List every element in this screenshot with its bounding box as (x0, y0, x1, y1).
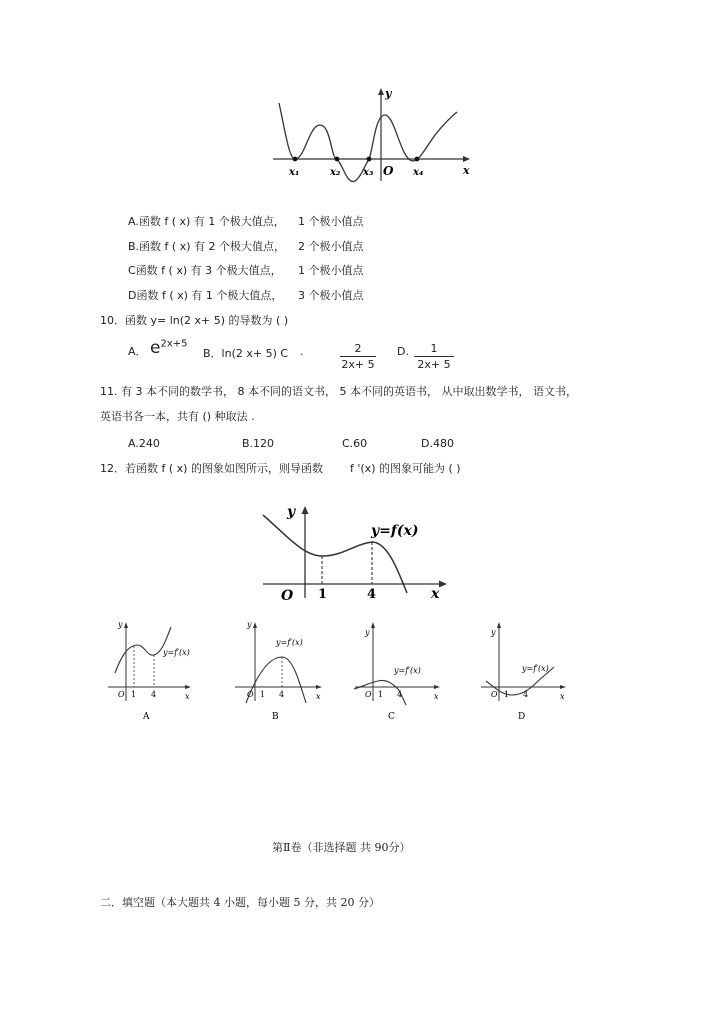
graph-four-roots (265, 85, 475, 185)
q12-stem-a: 12．若函数 f ( x) 的图象如图所示，则导函数 (100, 462, 323, 475)
option-text: 函数 f ( x) 有 3 个极大值点， (135, 264, 282, 277)
part-2-heading: 二．填空题（本大题共 4 小题，每小题 5 分，共 20 分） (100, 896, 380, 909)
x-axis-arrow (434, 685, 440, 689)
x-axis-label: x (463, 164, 470, 177)
x-axis-arrow (316, 685, 322, 689)
y-axis-arrow (497, 622, 501, 628)
x-axis-arrow (185, 685, 191, 689)
tick-label: 4 (279, 690, 285, 699)
denominator: 2x+ 5 (417, 358, 451, 371)
fraction-bar (414, 356, 454, 357)
q9-option-b-extra: 2 个极小值点 (298, 240, 364, 253)
tick-label: 1 (378, 690, 384, 699)
q11-option-b: B.120 (242, 437, 275, 450)
denominator: 2x+ 5 (341, 358, 375, 371)
x-axis-arrow (439, 581, 447, 588)
q11-option-a: A.240 (128, 437, 160, 450)
q9-option-b (128, 238, 285, 254)
x-axis-label: x (560, 692, 565, 701)
fraction-bar (340, 356, 376, 357)
y-axis-arrow (378, 88, 384, 95)
option-text: 函数 f ( x) 有 1 个极大值点， (136, 289, 283, 302)
y-axis-label: y (365, 628, 370, 637)
y-axis-arrow (253, 622, 257, 628)
graph-f-main (255, 498, 455, 608)
q9-option-d-extra: 3 个极小值点 (298, 289, 364, 302)
curve-label: y=f′(x) (276, 638, 303, 647)
origin-label: O (383, 164, 394, 178)
q10-stem: 10．函数 y= ln(2 x+ 5) 的导数为 ( ) (100, 314, 289, 327)
root-label: x₄ (413, 167, 424, 178)
root-point (293, 157, 298, 162)
x-axis-label: x (316, 692, 321, 701)
option-letter: A. (128, 215, 139, 228)
exp-power: 2x+5 (160, 338, 188, 350)
y-axis-label: y (385, 87, 392, 100)
option-letter: C (128, 264, 136, 277)
tick-label: 4 (151, 690, 157, 699)
section-2-heading: 第Ⅱ卷（非选择题 共 90分） (272, 841, 411, 854)
q9-option-a (128, 213, 285, 229)
curve-label: y=f(x) (371, 523, 419, 539)
numerator: 1 (430, 342, 438, 355)
y-axis-label: y (491, 628, 496, 637)
x-axis-label: x (431, 586, 440, 602)
origin-label: O (281, 588, 294, 604)
numerator: 2 (354, 342, 362, 355)
root-point (335, 157, 340, 162)
tick-label: 4 (367, 587, 377, 602)
q10-option-c-dot: . (300, 345, 304, 358)
origin-label: O (365, 690, 372, 699)
q10-option-b: B．ln(2 x+ 5) C (203, 347, 289, 360)
y-axis-label: y (287, 504, 296, 520)
root-label: x₃ (363, 167, 374, 178)
choice-c-graph (352, 617, 447, 725)
q10-option-d-fraction (414, 342, 454, 371)
q9-option-c (128, 262, 282, 278)
root-label: x₁ (289, 167, 300, 178)
option-text: 函数 f ( x) 有 2 个极大值点， (139, 240, 285, 253)
exp-base: e (150, 338, 161, 358)
q10-option-a-math (150, 338, 188, 358)
option-letter: B. (128, 240, 140, 253)
q11-stem-line2: 英语书各一本，共有 () 种取法 . (100, 410, 255, 423)
x-axis-arrow (463, 156, 470, 162)
y-axis-label: y (247, 620, 252, 629)
choice-letter: A (143, 712, 150, 722)
q11-stem-line1: 11. 有 3 本不同的数学书， 8 本不同的语文书， 5 本不同的英语书， 从中取出数学书， 语文书， (100, 385, 577, 398)
curve-label: y=f′(x) (522, 664, 549, 673)
option-letter: D (128, 289, 137, 302)
q9-option-a-extra: 1 个极小值点 (298, 215, 364, 228)
q9-option-d (128, 287, 282, 303)
root-label: x₂ (330, 167, 341, 178)
curve-label: y=f′(x) (163, 648, 190, 657)
choice-b-graph (232, 617, 327, 725)
tick-label: 4 (523, 690, 529, 699)
y-axis-arrow (302, 506, 309, 514)
q9-option-c-extra: 1 个极小值点 (298, 264, 364, 277)
choice-letter: D (518, 712, 526, 722)
x-axis-label: x (434, 692, 439, 701)
tick-label: 1 (504, 690, 510, 699)
x-axis-arrow (560, 685, 566, 689)
origin-label: O (491, 690, 498, 699)
q11-option-c: C.60 (342, 437, 368, 450)
curve-label: y=f′(x) (394, 666, 421, 675)
y-axis-arrow (124, 622, 128, 628)
origin-label: O (247, 690, 254, 699)
root-point (415, 157, 420, 162)
x-axis-label: x (185, 692, 190, 701)
choice-d-graph (478, 617, 573, 725)
option-text: 函数 f ( x) 有 1 个极大值点， (138, 215, 285, 228)
choice-a-graph (105, 617, 195, 725)
y-axis-arrow (371, 622, 375, 628)
q10-option-d-label: D. (397, 345, 409, 358)
choice-letter: C (388, 712, 395, 722)
tick-label: 4 (397, 690, 403, 699)
y-axis-label: y (118, 620, 123, 629)
q12-stem-b: f '(x) 的图象可能为 ( ) (350, 462, 461, 475)
origin-label: O (118, 690, 125, 699)
choice-letter: B (272, 712, 279, 722)
q11-option-d: D.480 (421, 437, 454, 450)
root-point (367, 157, 372, 162)
q10-option-a-label: A． (128, 345, 147, 358)
tick-label: 1 (260, 690, 266, 699)
tick-label: 1 (318, 587, 328, 602)
q10-option-c-fraction (340, 342, 376, 371)
tick-label: 1 (131, 690, 137, 699)
